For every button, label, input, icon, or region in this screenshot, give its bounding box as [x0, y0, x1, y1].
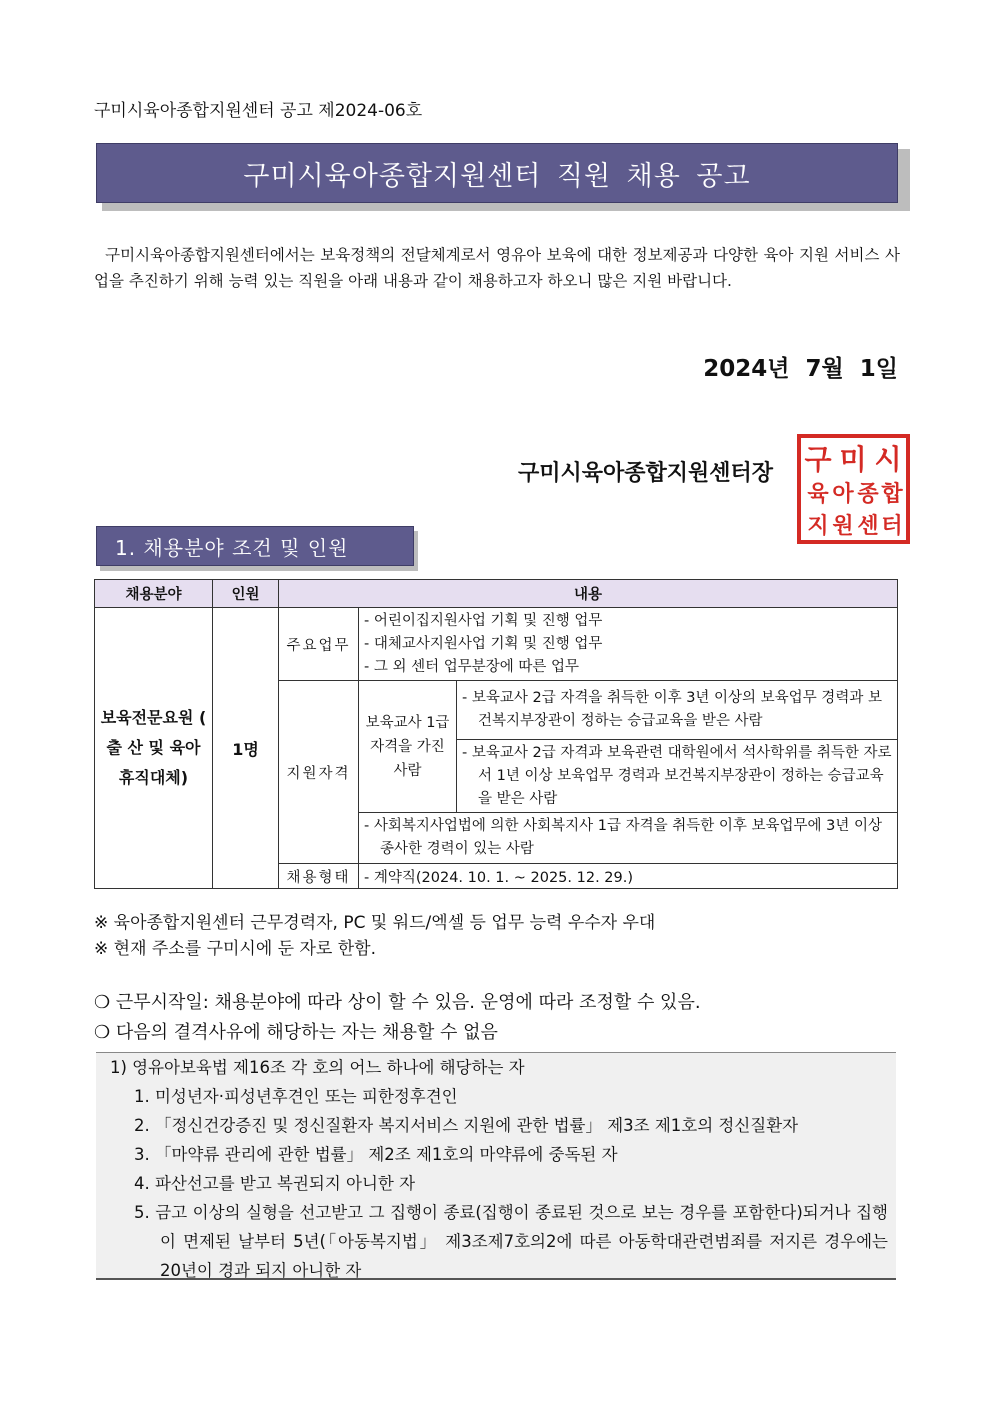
- qual-c-text: - 사회복지사업법에 의한 사회복지사 1급 자격을 취득한 이후 보육업무에 3년 이상 종사한 경력이 있는 사람: [364, 818, 882, 857]
- disq-item: 1. 미성년자·피성년후견인 또는 피한정후견인: [134, 1087, 458, 1106]
- seal-glyph: 지: [807, 514, 829, 539]
- qual-b-cell: [457, 740, 898, 813]
- seal-glyph: 센: [857, 514, 879, 539]
- seal-glyph: 미: [839, 443, 867, 476]
- disq-item: 5. 금고 이상의 실형을 선고받고 그 집행이 종료(집행이 종료된 것으로 보는 경우를 포함한다)되거나 집행이 면제된 날부터 5년(「아동복지법」 제3조제7호의2에 따른 아동학대관련범죄를 저지른 경우에는 20년이 경과 되지 아니한 자: [134, 1203, 888, 1280]
- section1-title: 1. 채용분야 조건 및 인원: [96, 526, 414, 566]
- qual-c-cell: [359, 813, 898, 864]
- bullet-item: ❍ 근무시작일: 채용분야에 따라 상이 할 수 있음. 운영에 따라 조정할 수 있음.: [94, 992, 701, 1013]
- duty-item: - 대체교사지원사업 기획 및 진행 업무: [364, 635, 603, 652]
- notice-number: 구미시육아종합지원센터 공고 제2024-06호: [94, 101, 423, 121]
- seal-glyph: 시: [874, 443, 902, 476]
- intro-paragraph: [94, 242, 900, 294]
- employment-cell: - 계약직(2024. 10. 1. ~ 2025. 12. 29.): [359, 864, 898, 889]
- seal-glyph: 원: [832, 514, 854, 539]
- bullet-item: ❍ 다음의 결격사유에 해당하는 자는 채용할 수 없음: [94, 1022, 498, 1043]
- qual-a-text: - 보육교사 2급 자격을 취득한 이후 3년 이상의 보육업무 경력과 보건복지부장관이 정하는 승급교육을 받은 사람: [462, 690, 882, 729]
- page-title: 구미시육아종합지원센터 직원 채용 공고: [96, 143, 898, 203]
- seal-glyph: 육: [807, 482, 829, 507]
- field-cell: 보육전문요원 ( 출 산 및 육아휴직대체): [95, 608, 213, 889]
- duties-row: [95, 608, 898, 681]
- seal-glyph: 구: [804, 443, 832, 476]
- note-item: ※ 현재 주소를 구미시에 둔 자로 한함.: [94, 939, 376, 959]
- duties-cell: [359, 608, 898, 681]
- qual-label: 지원자격: [279, 681, 359, 864]
- issuer-name: 구미시육아종합지원센터장: [518, 461, 774, 486]
- note-item: ※ 육아종합지원센터 근무경력자, PC 및 워드/엑셀 등 업무 능력 우수자 우대: [94, 913, 656, 933]
- disq-item: 4. 파산선고를 받고 복권되지 아니한 자: [134, 1174, 416, 1193]
- qual-sub-label: 보육교사 1급 자격을 가진 사람: [359, 681, 457, 813]
- duty-item: - 어린이집지원사업 기획 및 진행 업무: [364, 612, 603, 629]
- disq-heading: 1) 영유아보육법 제16조 각 호의 어느 하나에 해당하는 자: [110, 1058, 525, 1077]
- seal-glyph: 종: [857, 482, 879, 507]
- bullets: [94, 988, 701, 1048]
- notice-date: 2024년 7월 1일: [703, 356, 898, 382]
- header-count: 인원: [213, 580, 279, 608]
- duty-item: - 그 외 센터 업무분장에 따른 업무: [364, 658, 579, 675]
- employment-label: 채용형태: [279, 864, 359, 889]
- table-header-row: [95, 580, 898, 608]
- seal-glyph: 합: [881, 482, 903, 507]
- official-seal: [796, 433, 911, 545]
- disq-item: 2. 「정신건강증진 및 정신질환자 복지서비스 지원에 관한 법률」 제3조 제1호의 정신질환자: [134, 1116, 799, 1135]
- duties-label: 주요업무: [279, 608, 359, 681]
- header-field: 채용분야: [95, 580, 213, 608]
- qual-b-text: - 보육교사 2급 자격과 보육관련 대학원에서 석사학위를 취득한 자로서 1년 이상 보육업무 경력과 보건복지부장관이 정하는 승급교육을 받은 사람: [462, 744, 892, 807]
- disqualification-box: [96, 1052, 896, 1280]
- recruitment-table: [94, 579, 898, 889]
- intro-text: 구미시육아종합지원센터에서는 보육정책의 전달체계로서 영유아 보육에 대한 정보제공과 다양한 육아 지원 서비스 사업을 추진하기 위해 능력 있는 직원을 아래 내용과 같이 채용하고자 하오니 많은 지원 바랍니다.: [94, 246, 900, 290]
- header-content: 내용: [279, 580, 898, 608]
- seal-glyph: 아: [832, 482, 854, 507]
- seal-glyph: 터: [881, 514, 903, 539]
- count-cell: 1명: [213, 608, 279, 889]
- notes: [94, 910, 655, 962]
- disq-item: 3. 「마약류 관리에 관한 법률」 제2조 제1호의 마약류에 중독된 자: [134, 1145, 618, 1164]
- qual-a-cell: [457, 681, 898, 740]
